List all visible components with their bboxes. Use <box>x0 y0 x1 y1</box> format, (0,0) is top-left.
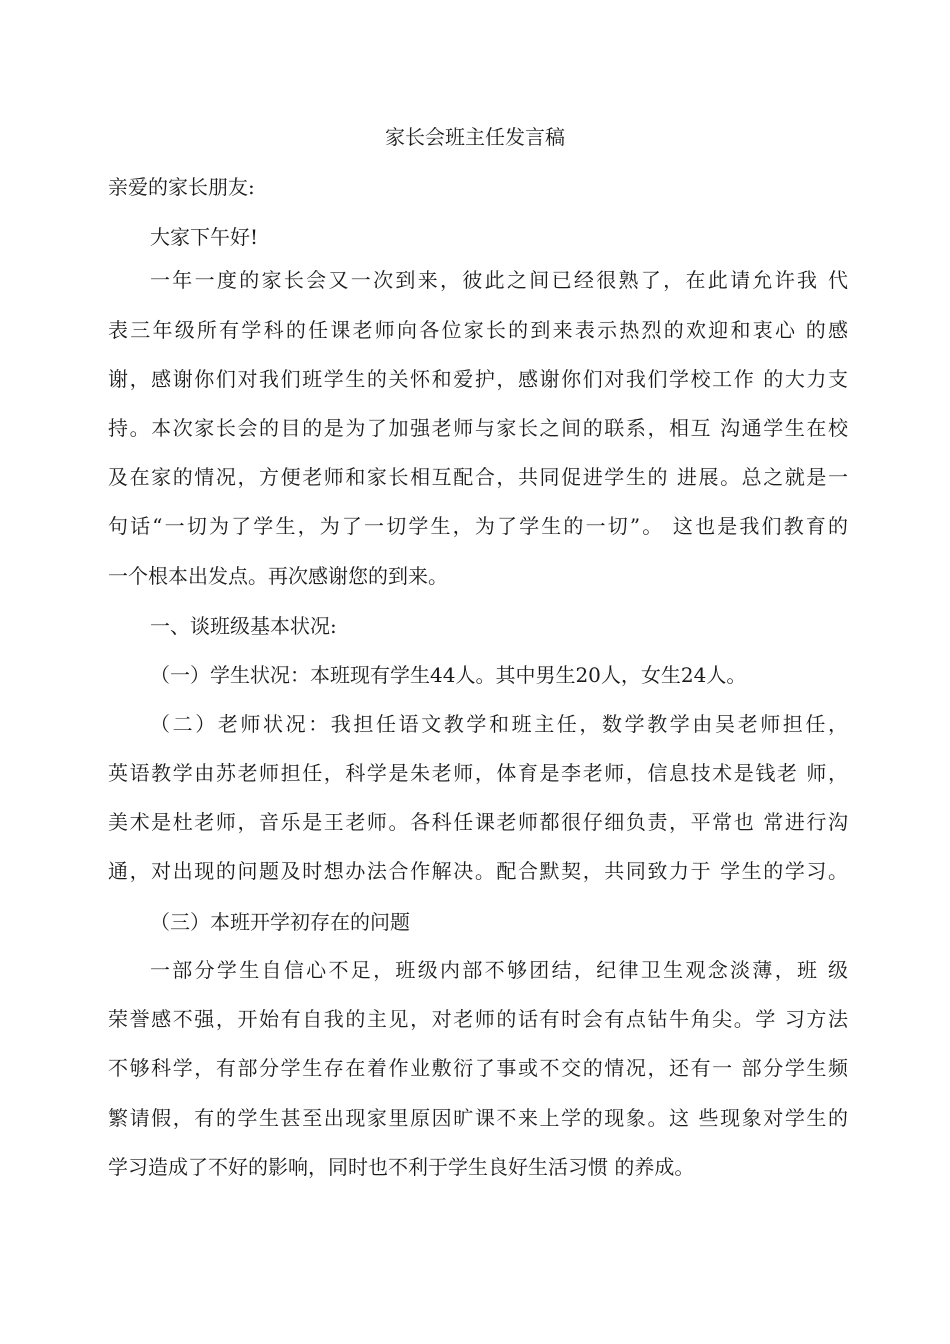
paragraph-line: 繁请假，有的学生甚至出现家里原因旷课不来上学的现象。这 些现象对学生的 <box>108 1106 848 1130</box>
paragraph-line: 学习造成了不好的影响，同时也不利于学生良好生活习惯 的养成。 <box>108 1155 695 1179</box>
salutation: 亲爱的家长朋友: <box>108 175 255 199</box>
paragraph-line: 通，对出现的问题及时想办法合作解决。配合默契，共同致力于 学生的学习。 <box>108 859 848 883</box>
subsection-heading: （三）本班开学初存在的问题 <box>150 910 410 934</box>
subsection-students: （一）学生状况：本班现有学生44人。其中男生20人，女生24人。 <box>150 663 747 687</box>
paragraph-line: 英语教学由苏老师担任，科学是朱老师，体育是李老师，信息技术是钱老 师， <box>108 761 848 785</box>
paragraph-line: 谢，感谢你们对我们班学生的关怀和爱护，感谢你们对我们学校工作 的大力支 <box>108 367 848 391</box>
paragraph-line: 美术是杜老师，音乐是王老师。各科任课老师都很仔细负责，平常也 常进行沟 <box>108 810 848 834</box>
greeting: 大家下午好! <box>150 225 259 249</box>
paragraph-line: 不够科学，有部分学生存在着作业敷衍了事或不交的情况，还有一 部分学生频 <box>108 1056 848 1080</box>
paragraph-line: 一年一度的家长会又一次到来，彼此之间已经很熟了，在此请允许我 代 <box>150 268 848 292</box>
paragraph-line: 持。本次家长会的目的是为了加强老师与家长之间的联系，相互 沟通学生在校 <box>108 416 848 440</box>
document-title: 家长会班主任发言稿 <box>385 125 565 149</box>
paragraph-line: （二）老师状况：我担任语文教学和班主任，数学教学由吴老师担任， <box>150 712 848 736</box>
paragraph-line: 一个根本出发点。再次感谢您的到来。 <box>108 564 448 588</box>
paragraph-line: 句话“一切为了学生，为了一切学生，为了学生的一切”。 这也是我们教育的 <box>108 514 848 538</box>
paragraph-line: 一部分学生自信心不足，班级内部不够团结，纪律卫生观念淡薄，班 级 <box>150 958 848 982</box>
section-heading: 一、谈班级基本状况: <box>150 614 337 638</box>
paragraph-line: 荣誉感不强，开始有自我的主见，对老师的话有时会有点钻牛角尖。学 习方法 <box>108 1007 848 1031</box>
paragraph-line: 及在家的情况，方便老师和家长相互配合，共同促进学生的 进展。总之就是一 <box>108 465 848 489</box>
paragraph-line: 表三年级所有学科的任课老师向各位家长的到来表示热烈的欢迎和衷心 的感 <box>108 318 848 342</box>
